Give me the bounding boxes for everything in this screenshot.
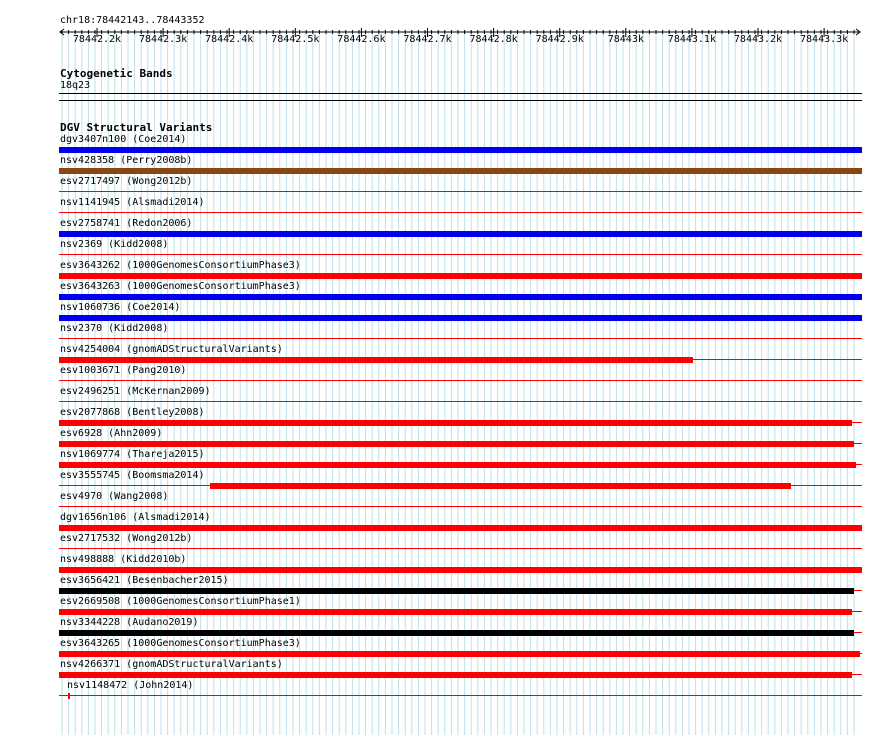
- variant-label[interactable]: nsv2370 (Kidd2008): [60, 323, 169, 334]
- variant-label[interactable]: esv2669508 (1000GenomesConsortiumPhase1): [60, 596, 301, 607]
- variant-bar[interactable]: [68, 693, 70, 699]
- variant-label[interactable]: nsv4254004 (gnomADStructuralVariants): [60, 344, 283, 355]
- cytoband-label: 18q23: [60, 80, 91, 91]
- variant-label[interactable]: nsv3344228 (Audano2019): [60, 617, 199, 628]
- ruler-tick-label: 78442.2k: [72, 34, 122, 45]
- variant-label[interactable]: nsv2369 (Kidd2008): [60, 239, 169, 250]
- variant-label[interactable]: nsv1060736 (Coe2014): [60, 302, 181, 313]
- ruler-tick-label: 78443.3k: [800, 34, 849, 45]
- variant-row-line: [59, 191, 862, 192]
- variant-row-line: [59, 506, 862, 507]
- variant-row-line: [59, 338, 862, 339]
- dgv-track-title: DGV Structural Variants: [60, 121, 213, 134]
- variant-label[interactable]: esv6928 (Ahn2009): [60, 428, 163, 439]
- ruler-tick-label: 78443.1k: [667, 34, 716, 45]
- variant-row-line: [59, 212, 862, 213]
- variant-label[interactable]: esv3643263 (1000GenomesConsortiumPhase3): [60, 281, 301, 292]
- variant-label[interactable]: esv3656421 (Besenbacher2015): [60, 575, 229, 586]
- variant-bar[interactable]: [59, 525, 862, 531]
- variant-bar[interactable]: [59, 441, 854, 447]
- variant-label[interactable]: esv3643262 (1000GenomesConsortiumPhase3): [60, 260, 301, 271]
- track-divider: [59, 100, 862, 101]
- ruler-tick-label: 78443.2k: [733, 34, 783, 45]
- variant-bar[interactable]: [210, 483, 791, 489]
- variant-bar[interactable]: [59, 420, 852, 426]
- variant-bar[interactable]: [59, 567, 862, 573]
- variant-bar[interactable]: [59, 672, 852, 678]
- variant-label[interactable]: nsv1069774 (Thareja2015): [60, 449, 205, 460]
- variant-bar[interactable]: [59, 315, 862, 321]
- cytobands-track-title: Cytogenetic Bands: [60, 67, 173, 80]
- ruler-tick-label: 78442.9k: [535, 34, 584, 45]
- variant-label[interactable]: nsv1148472 (John2014): [67, 680, 194, 691]
- variant-label[interactable]: nsv4266371 (gnomADStructuralVariants): [60, 659, 283, 670]
- variant-label[interactable]: esv1003671 (Pang2010): [60, 365, 187, 376]
- region-label: chr18:78442143..78443352: [60, 15, 205, 26]
- ruler-tick-label: 78442.7k: [403, 34, 452, 45]
- variant-label[interactable]: esv3555745 (Boomsma2014): [60, 470, 205, 481]
- variant-label[interactable]: nsv498888 (Kidd2010b): [60, 554, 187, 565]
- variant-label[interactable]: dgv3407n100 (Coe2014): [60, 134, 187, 145]
- variant-label[interactable]: esv2758741 (Redon2006): [60, 218, 193, 229]
- variant-row-line: [59, 401, 862, 402]
- variant-row-line: [59, 548, 862, 549]
- variant-label[interactable]: esv2496251 (McKernan2009): [60, 386, 211, 397]
- ruler-tick-label: 78442.3k: [139, 34, 188, 45]
- variant-bar[interactable]: [59, 231, 862, 237]
- ruler-tick-label: 78443k: [607, 34, 644, 45]
- ruler-tick-label: 78442.4k: [205, 34, 254, 45]
- ruler-tick-label: 78442.6k: [337, 34, 386, 45]
- ruler-tick-label: 78442.5k: [271, 34, 320, 45]
- variant-bar[interactable]: [59, 168, 862, 174]
- variant-label[interactable]: dgv1656n106 (Alsmadi2014): [60, 512, 211, 523]
- variant-row-line: [59, 254, 862, 255]
- variant-label[interactable]: nsv428358 (Perry2008b): [60, 155, 193, 166]
- variant-label[interactable]: esv3643265 (1000GenomesConsortiumPhase3): [60, 638, 301, 649]
- variant-bar[interactable]: [59, 147, 862, 153]
- variant-label[interactable]: esv4970 (Wang2008): [60, 491, 169, 502]
- variant-bar[interactable]: [59, 462, 856, 468]
- variant-label[interactable]: esv2717497 (Wong2012b): [60, 176, 193, 187]
- variant-bar[interactable]: [59, 651, 860, 657]
- variant-row-line: [59, 380, 862, 381]
- variant-bar[interactable]: [59, 588, 854, 594]
- variant-bar[interactable]: [59, 630, 854, 636]
- variant-label[interactable]: nsv1141945 (Alsmadi2014): [60, 197, 205, 208]
- variant-bar[interactable]: [59, 294, 862, 300]
- variant-bar[interactable]: [59, 357, 693, 363]
- variant-bar[interactable]: [59, 273, 862, 279]
- variant-label[interactable]: esv2077868 (Bentley2008): [60, 407, 205, 418]
- ruler-tick-label: 78442.8k: [469, 34, 518, 45]
- variant-row-line: [59, 695, 862, 696]
- cytoband-bar[interactable]: [59, 93, 862, 94]
- variant-bar[interactable]: [59, 609, 852, 615]
- variant-label[interactable]: esv2717532 (Wong2012b): [60, 533, 193, 544]
